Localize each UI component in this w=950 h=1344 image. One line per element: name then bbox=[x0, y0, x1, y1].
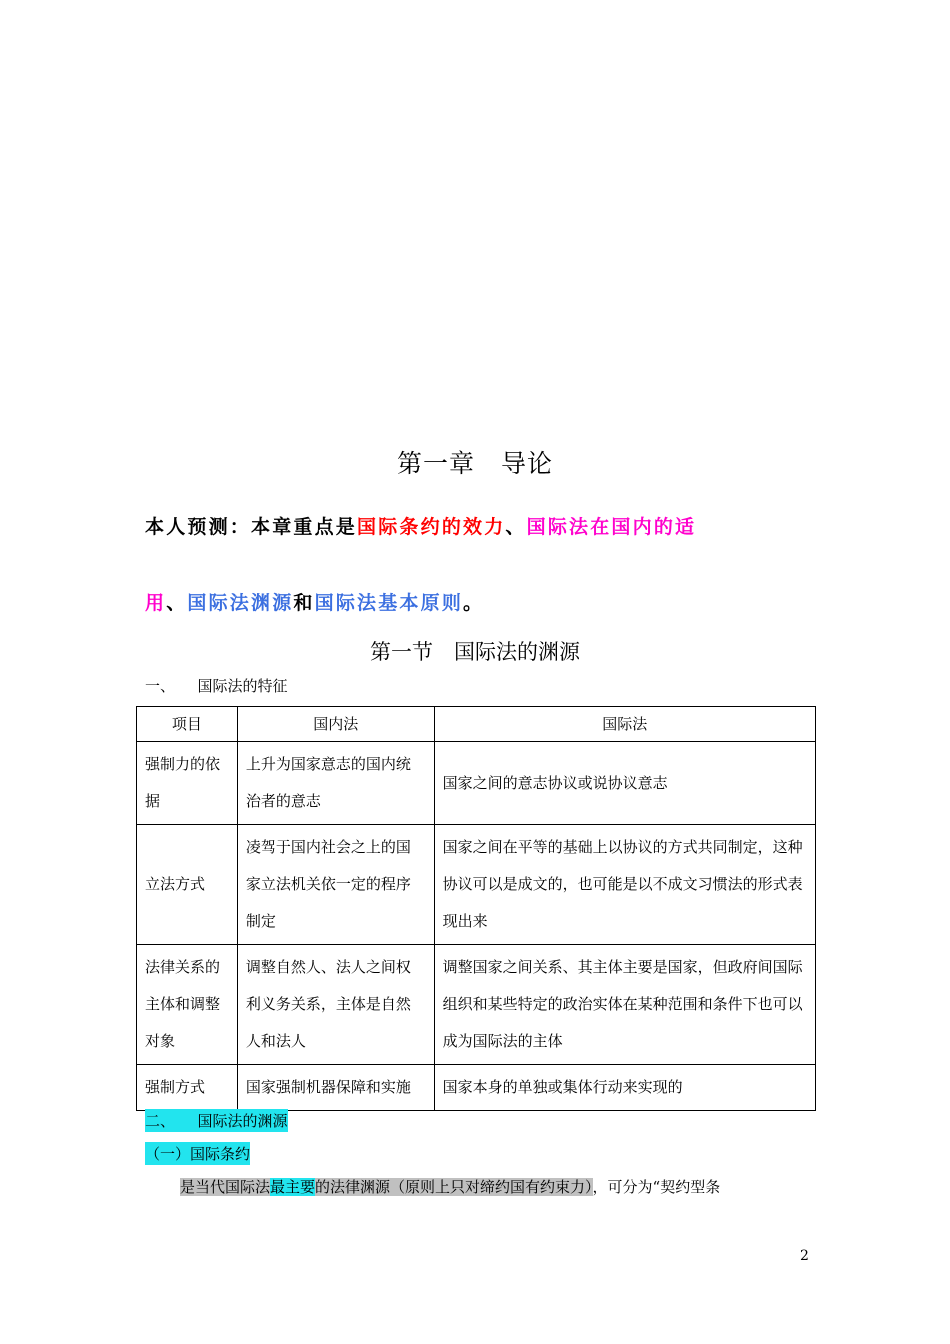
prediction-magenta-keyword: 国际法在国内的适 bbox=[526, 516, 697, 538]
table-cell-domestic: 凌驾于国内社会之上的国家立法机关依一定的程序制定 bbox=[237, 825, 434, 945]
table-cell-international: 国家之间在平等的基础上以协议的方式共同制定，这种协议可以是成文的，也可能是以不成文习惯法的形式表现出来 bbox=[434, 825, 815, 945]
table-header-domestic-law: 国内法 bbox=[237, 707, 434, 742]
table-cell-item: 法律关系的主体和调整对象 bbox=[137, 945, 238, 1065]
prediction-blue-keyword-1: 国际法渊源 bbox=[187, 592, 294, 614]
table-cell-international: 调整国家之间关系、其主体主要是国家，但政府间国际组织和某些特定的政治实体在某种范围和条件下也可以成为国际法的主体 bbox=[434, 945, 815, 1065]
treaty-paragraph bbox=[180, 1176, 720, 1197]
prediction-separator: 、 bbox=[505, 516, 527, 538]
prediction-line-1 bbox=[145, 512, 825, 539]
paragraph-keyword-most-important: 最主要 bbox=[270, 1178, 316, 1196]
table-row bbox=[137, 1065, 816, 1111]
table-cell-international: 国家本身的单独或集体行动来实现的 bbox=[434, 1065, 815, 1111]
table-row bbox=[137, 825, 816, 945]
table-header-international-law: 国际法 bbox=[434, 707, 815, 742]
subheading-treaties: （一）国际条约 bbox=[145, 1142, 250, 1165]
paragraph-text-highlighted: 是当代国际法 bbox=[180, 1178, 271, 1196]
table-cell-domestic: 调整自然人、法人之间权利义务关系，主体是自然人和法人 bbox=[237, 945, 434, 1065]
prediction-line-2 bbox=[145, 588, 825, 615]
prediction-text: 本人预测：本章重点是 bbox=[145, 516, 358, 538]
chapter-title: 第一章 导论 bbox=[396, 449, 553, 478]
table-row bbox=[137, 945, 816, 1065]
table-row bbox=[137, 742, 816, 825]
paragraph-text: ，可分为“契约型条 bbox=[592, 1178, 721, 1196]
prediction-red-keyword: 国际条约的效力 bbox=[357, 516, 506, 538]
subheading-sources: 二、 国际法的渊源 bbox=[145, 1109, 288, 1132]
table-cell-item: 立法方式 bbox=[137, 825, 238, 945]
table-cell-domestic: 上升为国家意志的国内统治者的意志 bbox=[237, 742, 434, 825]
prediction-magenta-keyword-end: 用 bbox=[145, 592, 167, 614]
table-cell-item: 强制方式 bbox=[137, 1065, 238, 1111]
table-cell-international: 国家之间的意志协议或说协议意志 bbox=[434, 742, 815, 825]
prediction-period: 。 bbox=[463, 592, 485, 614]
prediction-connector: 和 bbox=[293, 592, 315, 614]
prediction-blue-keyword-2: 国际法基本原则 bbox=[314, 592, 464, 614]
table-cell-item: 强制力的依据 bbox=[137, 742, 238, 825]
subheading-characteristics: 一、 国际法的特征 bbox=[145, 677, 288, 695]
comparison-table bbox=[136, 706, 816, 1111]
prediction-separator: 、 bbox=[166, 592, 188, 614]
table-header-row bbox=[137, 707, 816, 742]
section-title: 第一节 国际法的渊源 bbox=[370, 640, 580, 664]
table-header-item: 项目 bbox=[137, 707, 238, 742]
paragraph-text-highlighted: 的法律渊源（原则上只对缔约国有约束力） bbox=[315, 1178, 593, 1196]
page-number: 2 bbox=[800, 1248, 809, 1264]
table-cell-domestic: 国家强制机器保障和实施 bbox=[237, 1065, 434, 1111]
